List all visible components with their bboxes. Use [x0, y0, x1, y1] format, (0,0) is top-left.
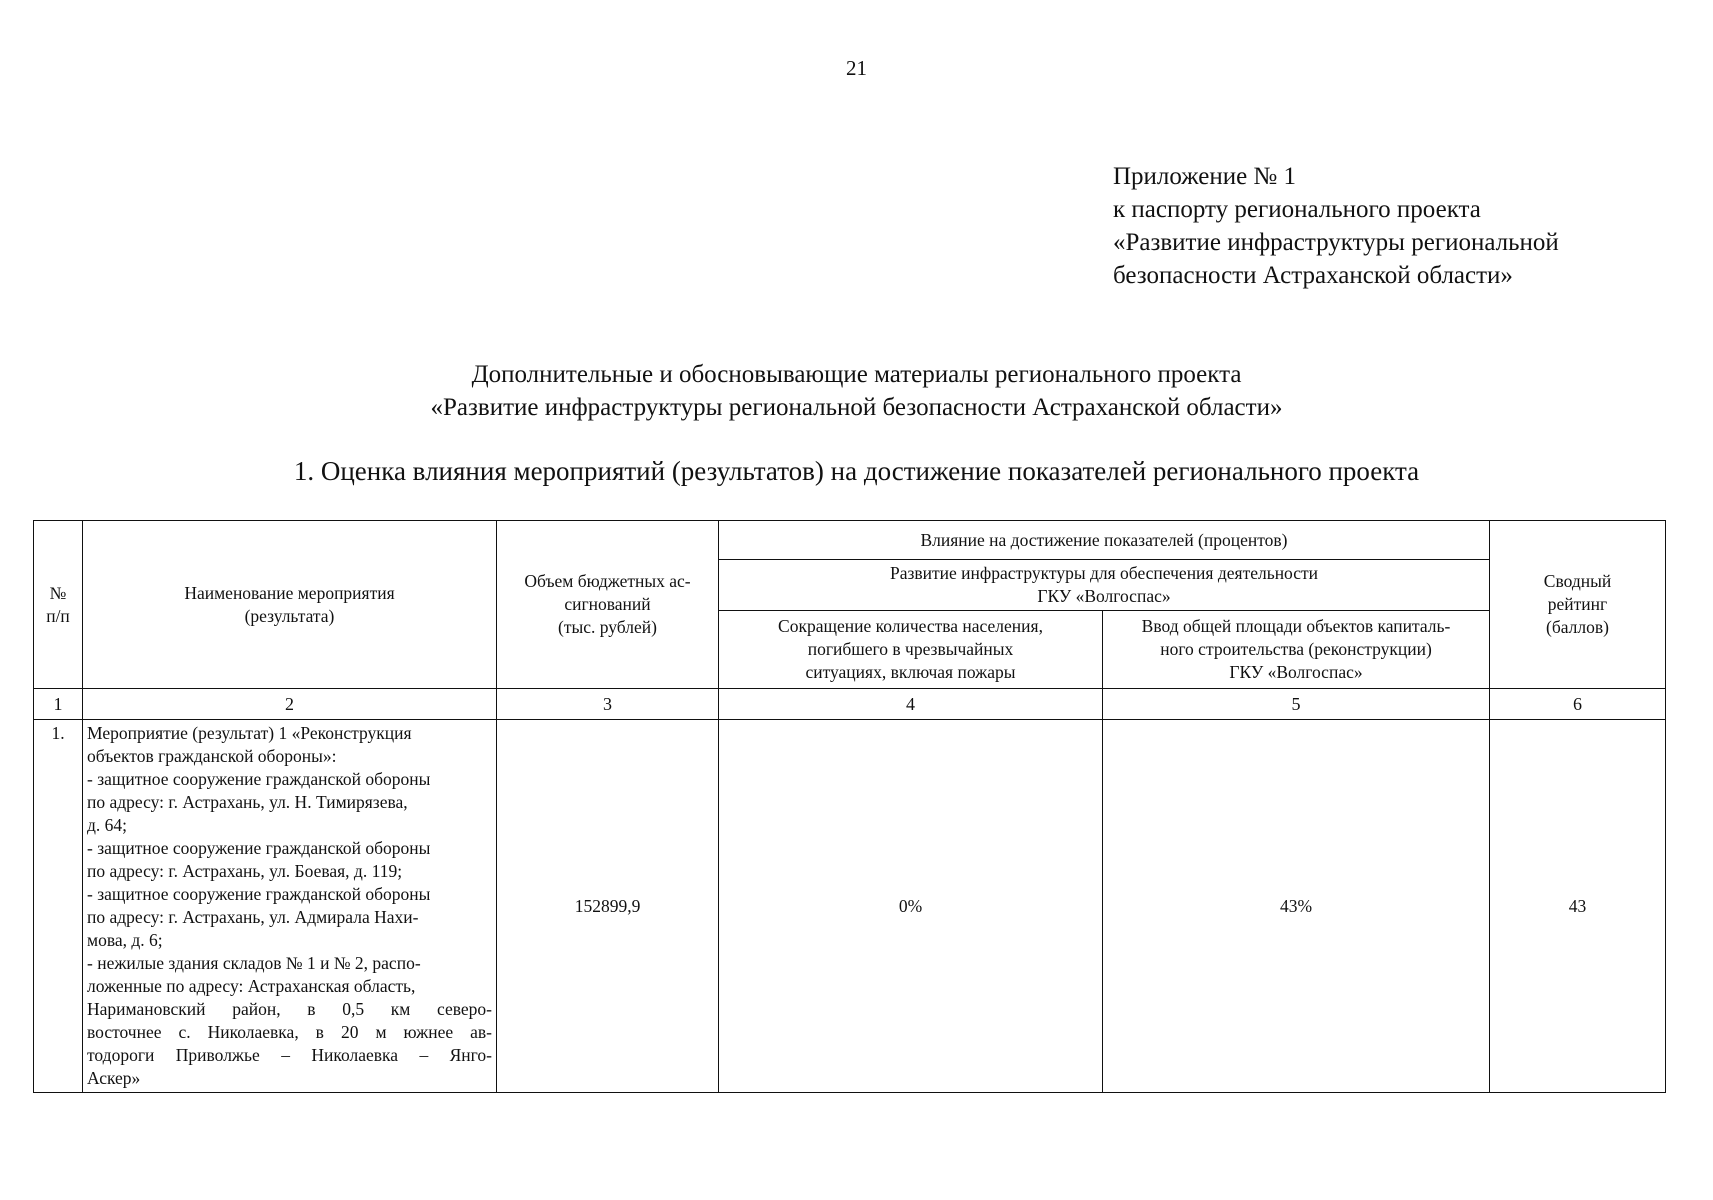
column-number: 6 — [1490, 689, 1666, 720]
indicator-2-value: 43% — [1103, 720, 1490, 1093]
activity-name-line: мова, д. 6; — [87, 930, 163, 950]
activity-name-line: - нежилые здания складов № 1 и № 2, распо- — [87, 953, 421, 973]
header-indicator-2: Ввод общей площади объектов капиталь- ного строительства (реконструкции) ГКУ «Волгоспас» — [1103, 611, 1490, 689]
activity-name-line: Мероприятие (результат) 1 «Реконструкция — [87, 723, 412, 743]
header-indicator-1: Сокращение количества населения, погибшего в чрезвычайных ситуациях, включая пожары — [719, 611, 1103, 689]
assessment-table — [33, 520, 1666, 1093]
activity-name-line: по адресу: г. Астрахань, ул. Н. Тимирязева, — [87, 792, 408, 812]
column-number: 4 — [719, 689, 1103, 720]
activity-name — [83, 720, 497, 1093]
rating-value: 43 — [1490, 720, 1666, 1093]
activity-name-line: объектов гражданской обороны»: — [87, 746, 337, 766]
appendix-block — [1113, 160, 1559, 292]
activity-name-line: по адресу: г. Астрахань, ул. Боевая, д. 119; — [87, 861, 403, 881]
activity-name-line: ложенные по адресу: Астраханская область, — [87, 976, 416, 996]
column-number: 5 — [1103, 689, 1490, 720]
activity-name-line: восточнее с. Николаевка, в 20 м южнее ав- — [87, 1022, 492, 1042]
header-num: № п/п — [34, 521, 83, 689]
activity-name-line: - защитное сооружение гражданской обороны — [87, 838, 431, 858]
header-group: Развитие инфраструктуры для обеспечения деятельности ГКУ «Волгоспас» — [719, 560, 1490, 611]
activity-name-line: тодороги Приволжье – Николаевка – Янго- — [87, 1045, 492, 1065]
document-title-line: Дополнительные и обосновывающие материалы регионального проекта — [471, 361, 1242, 388]
activity-name-line: Наримановский район, в 0,5 км северо- — [87, 999, 492, 1019]
table-row — [34, 720, 1666, 1093]
activity-name-line: по адресу: г. Астрахань, ул. Адмирала Нахи- — [87, 907, 419, 927]
indicator-1-value: 0% — [719, 720, 1103, 1093]
column-number: 1 — [34, 689, 83, 720]
column-number: 3 — [497, 689, 719, 720]
appendix-line: безопасности Астраханской области» — [1113, 262, 1513, 289]
activity-name-line: - защитное сооружение гражданской обороны — [87, 884, 431, 904]
column-number: 2 — [83, 689, 497, 720]
header-budget: Объем бюджетных ас- сигнований (тыс. рублей) — [497, 521, 719, 689]
activity-name-line: Аскер» — [87, 1068, 141, 1088]
appendix-line: Приложение № 1 — [1113, 163, 1297, 190]
activity-name-line: д. 64; — [87, 815, 128, 835]
appendix-line: к паспорту регионального проекта — [1113, 196, 1481, 223]
assessment-table-container — [33, 520, 1666, 1093]
document-title-line: «Развитие инфраструктуры региональной безопасности Астраханской области» — [430, 394, 1283, 421]
page-number: 21 — [846, 56, 867, 80]
header-rating: Сводный рейтинг (баллов) — [1490, 521, 1666, 689]
row-number: 1. — [34, 720, 83, 1093]
activity-name-line: - защитное сооружение гражданской обороны — [87, 769, 431, 789]
column-number-row — [34, 689, 1666, 720]
header-influence: Влияние на достижение показателей (процентов) — [719, 521, 1490, 560]
budget-value: 152899,9 — [497, 720, 719, 1093]
appendix-line: «Развитие инфраструктуры региональной — [1113, 229, 1559, 256]
header-name: Наименование мероприятия (результата) — [83, 521, 497, 689]
document-title — [0, 358, 1713, 424]
section-title: 1. Оценка влияния мероприятий (результатов) на достижение показателей регионального проекта — [293, 456, 1420, 486]
